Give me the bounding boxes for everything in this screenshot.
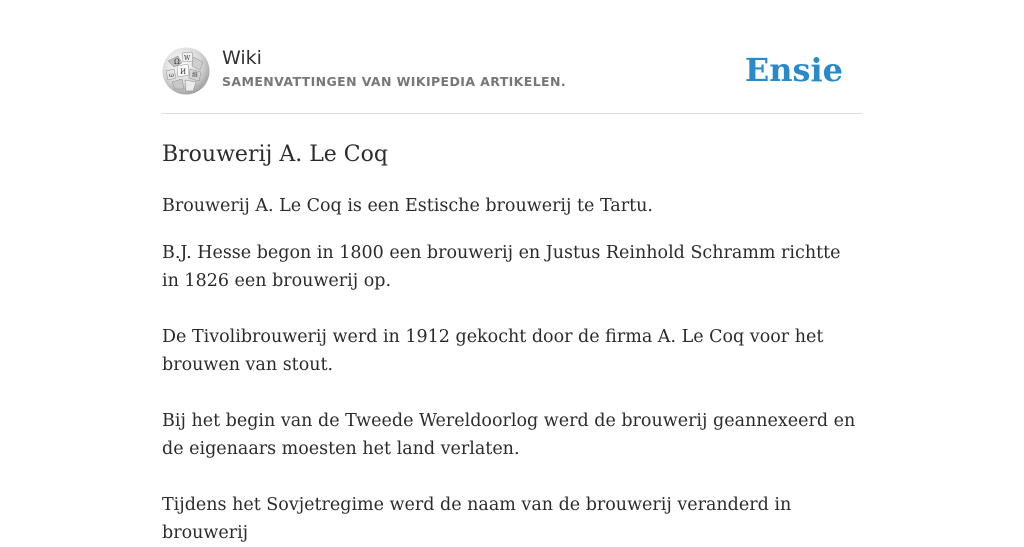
svg-text:Ω: Ω xyxy=(174,58,180,66)
site-title[interactable]: Wiki xyxy=(222,47,262,69)
article-intro: Brouwerij A. Le Coq is een Estische brouwerij te Tartu. xyxy=(162,196,653,216)
svg-text:維: 維 xyxy=(192,72,199,79)
article-title: Brouwerij A. Le Coq xyxy=(162,142,388,167)
wikipedia-globe-icon[interactable] xyxy=(162,47,210,95)
site-subtitle: SAMENVATTINGEN VAN WIKIPEDIA ARTIKELEN. xyxy=(222,74,567,89)
svg-text:ω: ω xyxy=(169,72,174,79)
article-paragraph: Tijdens het Sovjetregime werd de naam van de brouwerij veranderd in brouwerij xyxy=(162,495,792,543)
article-paragraph: B.J. Hesse begon in 1800 een brouwerij en Justus Reinhold Schramm richtte in 1826 een brouwerij op. xyxy=(162,243,841,291)
site-branding xyxy=(222,46,566,89)
ensie-logo-link[interactable]: Ensie xyxy=(744,51,843,89)
article-paragraph: De Tivolibrouwerij werd in 1912 gekocht door de firma A. Le Coq voor het brouwen van stout. xyxy=(162,327,824,375)
article-content xyxy=(162,140,862,547)
site-header xyxy=(162,0,862,114)
page xyxy=(162,0,862,547)
svg-text:И: И xyxy=(180,68,187,76)
svg-text:W: W xyxy=(184,55,191,62)
article-paragraph: Bij het begin van de Tweede Wereldoorlog werd de brouwerij geannexeerd en de eigenaars moesten het land verlaten. xyxy=(162,411,856,459)
